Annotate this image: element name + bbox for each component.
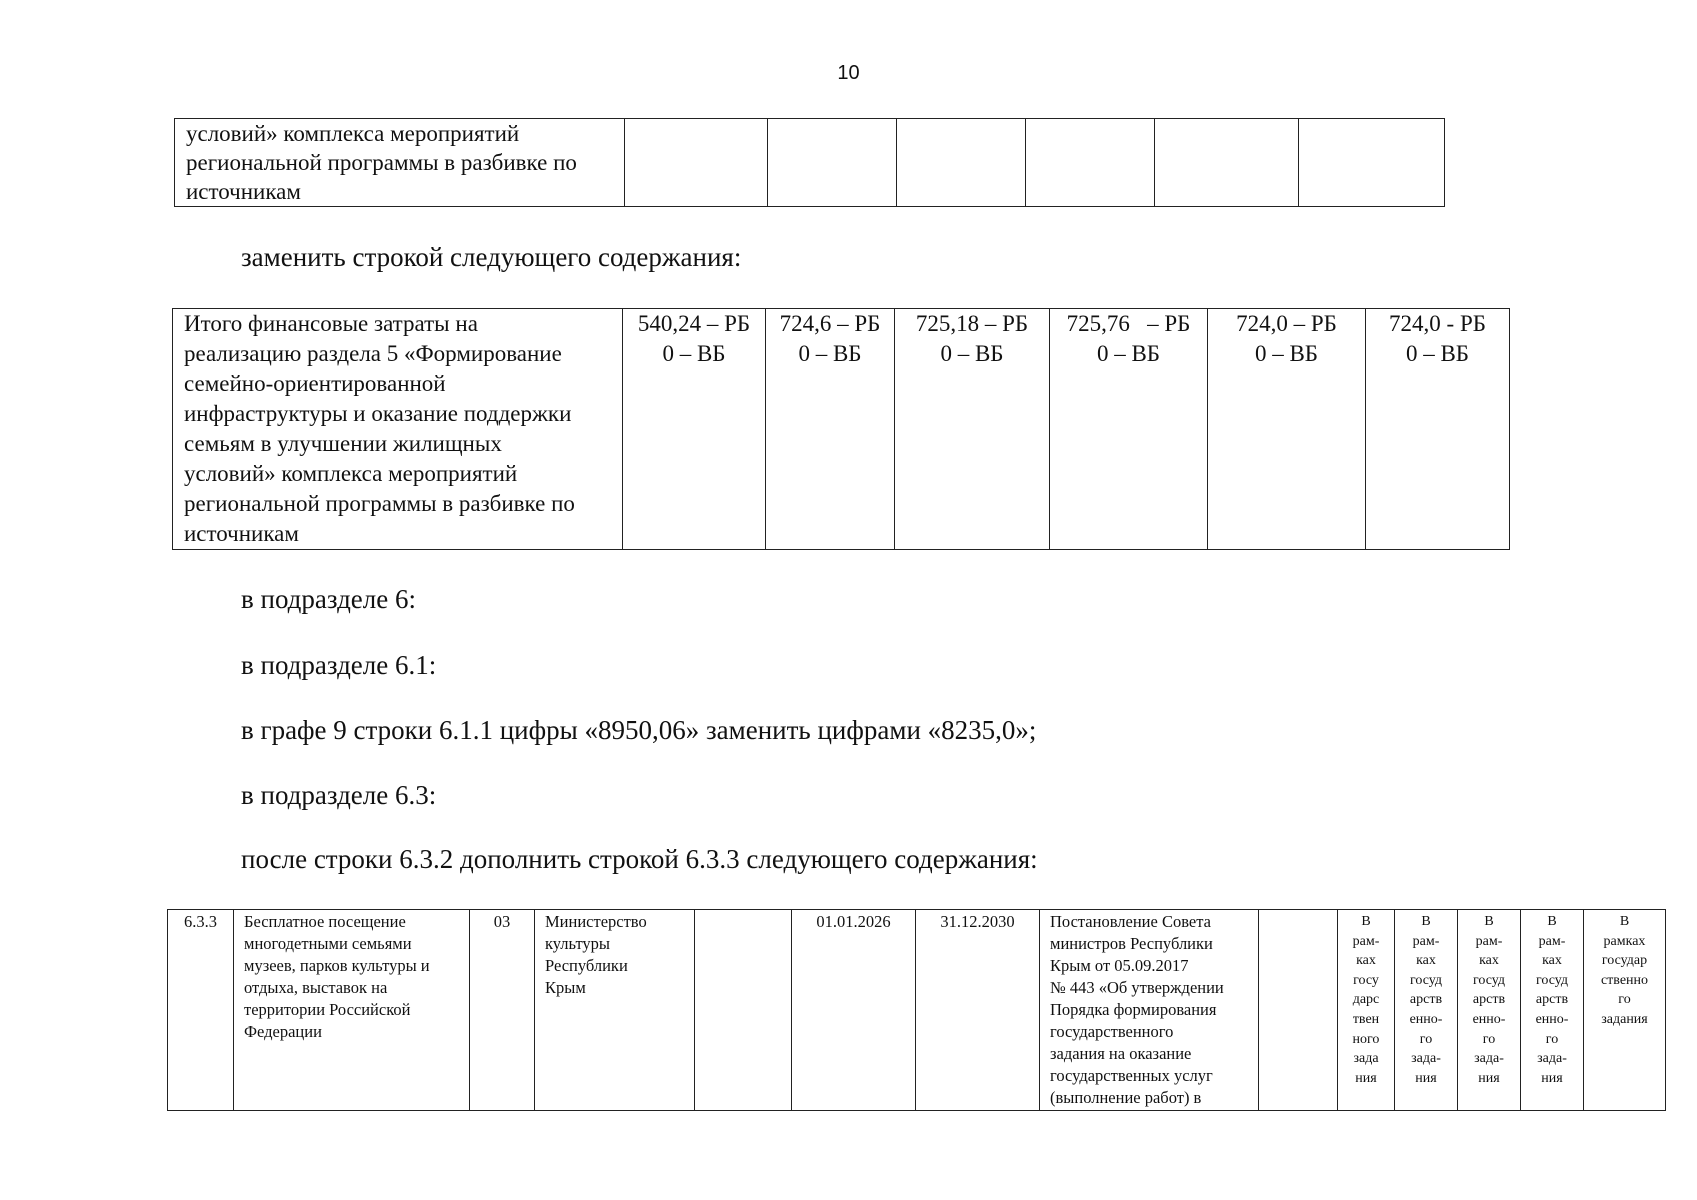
empty-cell bbox=[1155, 119, 1299, 207]
text-line: музеев, парков культуры и bbox=[244, 956, 430, 975]
text-line: семьям в улучшении жилищных bbox=[184, 431, 502, 456]
text-line: Порядка формирования bbox=[1050, 1000, 1217, 1019]
end-date-cell: 31.12.2030 bbox=[916, 910, 1040, 1111]
empty-cell bbox=[1259, 910, 1338, 1111]
text-line: министров Республики bbox=[1050, 934, 1213, 953]
empty-cell bbox=[695, 910, 792, 1111]
funding-cell-1: В рам- ках госу дарс твен ного зада ния bbox=[1338, 910, 1395, 1111]
text-line: условий» комплекса мероприятий bbox=[186, 121, 520, 146]
text-line: Крым bbox=[545, 978, 586, 997]
legal-basis-cell bbox=[1040, 910, 1259, 1111]
text-line: семейно-ориентированной bbox=[184, 371, 446, 396]
value-cell-year-5 bbox=[1208, 309, 1366, 550]
value-cell-year-2 bbox=[766, 309, 895, 550]
vb-value: 0 – ВБ bbox=[662, 341, 726, 366]
text-line: инфраструктуры и оказание поддержки bbox=[184, 401, 572, 426]
page-number: 10 bbox=[837, 62, 860, 84]
fragment-label-cell bbox=[175, 119, 625, 207]
empty-cell bbox=[1026, 119, 1155, 207]
paragraph-replace-figures: в графе 9 строки 6.1.1 цифры «8950,06» заменить цифрами «8235,0»; bbox=[241, 715, 1037, 745]
text-line: № 443 «Об утверждении bbox=[1050, 978, 1224, 997]
text-line: условий» комплекса мероприятий bbox=[184, 461, 518, 486]
vb-value: 0 – ВБ bbox=[940, 341, 1004, 366]
empty-cell bbox=[768, 119, 897, 207]
funding-cell-3: В рам- ках госуд арств енно- го зада- ния bbox=[1458, 910, 1521, 1111]
rb-value: 540,24 – РБ bbox=[637, 311, 751, 336]
rb-value: 725,18 – РБ bbox=[915, 311, 1029, 336]
funding-cell-2: В рам- ках госуд арств енно- го зада- ния bbox=[1395, 910, 1458, 1111]
text-line: многодетными семьями bbox=[244, 934, 412, 953]
text-line: культуры bbox=[545, 934, 611, 953]
value-cell-year-4 bbox=[1050, 309, 1208, 550]
vb-value: 0 – ВБ bbox=[1096, 341, 1161, 366]
text-line: источникам bbox=[186, 179, 301, 204]
text-line: Постановление Совета bbox=[1050, 912, 1211, 931]
rb-value: 724,0 - РБ bbox=[1389, 311, 1486, 336]
text-line: реализацию раздела 5 «Формирование bbox=[184, 341, 562, 366]
paragraph-subsection-6-3: в подразделе 6.3: bbox=[241, 780, 437, 810]
paragraph-add-row: после строки 6.3.2 дополнить строкой 6.3.3 следующего содержания: bbox=[241, 844, 1038, 874]
replacement-label-cell bbox=[173, 309, 623, 550]
vb-value: 0 – ВБ bbox=[1405, 341, 1470, 366]
start-date-cell: 01.01.2026 bbox=[792, 910, 916, 1111]
vb-value: 0 – ВБ bbox=[1254, 341, 1319, 366]
code-cell: 03 bbox=[470, 910, 535, 1111]
text-line: задания на оказание bbox=[1050, 1044, 1192, 1063]
value-cell-year-1 bbox=[623, 309, 766, 550]
empty-cell bbox=[897, 119, 1026, 207]
value-cell-year-6 bbox=[1366, 309, 1510, 550]
rb-value: 725,76 – РБ bbox=[1066, 311, 1191, 336]
funding-cell-4: В рам- ках госуд арств енно- го зада- ния bbox=[1521, 910, 1584, 1111]
text-line: региональной программы в разбивке по bbox=[184, 491, 575, 516]
row-633-table bbox=[167, 909, 1666, 1111]
paragraph-subsection-6: в подразделе 6: bbox=[241, 584, 416, 614]
empty-cell bbox=[1299, 119, 1445, 207]
rb-value: 724,0 – РБ bbox=[1236, 311, 1337, 336]
text-line: региональной программы в разбивке по bbox=[186, 150, 577, 175]
text-line: Бесплатное посещение bbox=[244, 912, 406, 931]
text-line: Итого финансовые затраты на bbox=[184, 311, 478, 336]
text-line: (выполнение работ) в bbox=[1050, 1088, 1202, 1107]
measure-title-cell bbox=[234, 910, 470, 1111]
replacement-table bbox=[172, 308, 1510, 550]
paragraph-subsection-6-1: в подразделе 6.1: bbox=[241, 650, 437, 680]
funding-cell-5: В рамках государ ственно го задания bbox=[1584, 910, 1666, 1111]
empty-cell bbox=[625, 119, 768, 207]
row-number: 6.3.3 bbox=[168, 910, 234, 1111]
fragment-table bbox=[174, 118, 1445, 207]
text-line: Крым от 05.09.2017 bbox=[1050, 956, 1189, 975]
text-line: Федерации bbox=[244, 1022, 322, 1041]
vb-value: 0 – ВБ bbox=[798, 341, 862, 366]
text-line: территории Российской bbox=[244, 1000, 411, 1019]
text-line: государственных услуг bbox=[1050, 1066, 1213, 1085]
executor-cell bbox=[535, 910, 695, 1111]
text-line: Министерство bbox=[545, 912, 647, 931]
text-line: источникам bbox=[184, 521, 299, 546]
text-line: государственного bbox=[1050, 1022, 1174, 1041]
instruction-replace: заменить строкой следующего содержания: bbox=[241, 242, 742, 272]
rb-value: 724,6 – РБ bbox=[779, 311, 881, 336]
text-line: отдыха, выставок на bbox=[244, 978, 388, 997]
value-cell-year-3 bbox=[895, 309, 1050, 550]
text-line: Республики bbox=[545, 956, 628, 975]
